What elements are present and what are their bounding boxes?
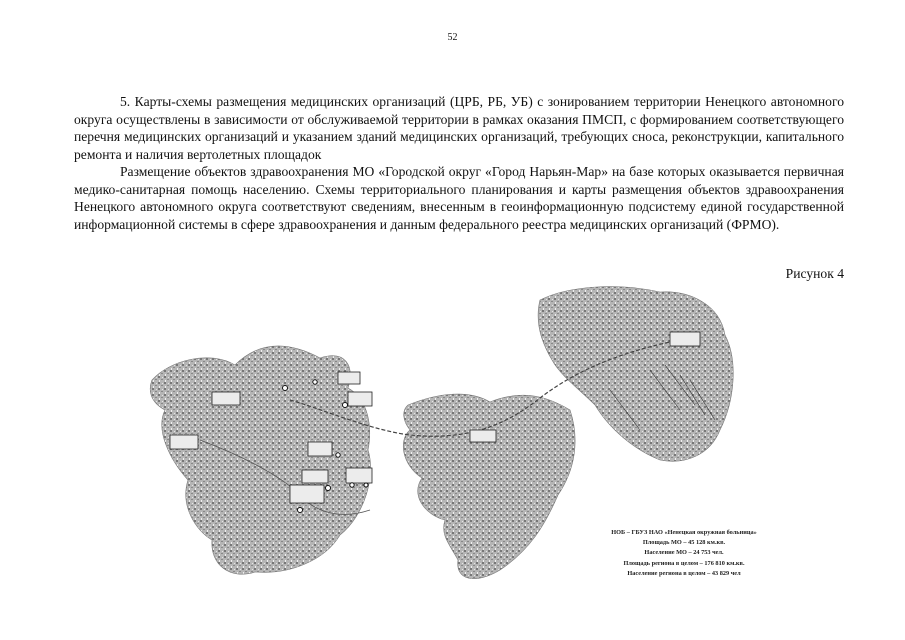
settlement-dot xyxy=(313,380,317,384)
paragraph-map-schemes xyxy=(74,93,844,163)
facility-box xyxy=(302,470,328,483)
facility-box xyxy=(470,430,496,442)
settlement-dot xyxy=(326,486,331,491)
map-legend xyxy=(584,528,784,579)
legend-line: Население МО – 24 753 чел. xyxy=(644,549,724,557)
settlement-dot xyxy=(298,508,303,513)
legend-line: Площадь МО – 45 128 км.кв. xyxy=(642,539,726,547)
figure-caption: Рисунок 4 xyxy=(785,266,844,281)
legend-line: Площадь региона в целом – 176 810 км.кв. xyxy=(623,559,745,567)
map-region-central xyxy=(403,394,575,579)
facility-box xyxy=(212,392,240,405)
facility-box xyxy=(308,442,332,456)
page-number: 52 xyxy=(447,32,458,43)
settlement-dot xyxy=(336,453,340,457)
map-region-west xyxy=(150,346,370,574)
paragraph-1-text: 5. Карты-схемы размещения медицинских организаций (ЦРБ, РБ, УБ) с зонированием территории Ненецкого автономного округа осуществлены в зависимости от обслуживаемой территории в рамках оказания ПМСП, с формированием соответствующего перечня медицинских организаций и указанием зданий медицинских организаций, требующих сноса, реконструкции, капитального ремонта и наличия вертолетных площадок xyxy=(74,94,844,162)
facility-box xyxy=(170,435,198,449)
legend-line: Население региона в целом – 43 829 чел xyxy=(627,569,741,577)
facility-box xyxy=(338,372,360,384)
settlement-dot xyxy=(283,386,288,391)
facility-box xyxy=(346,468,372,483)
facility-box xyxy=(670,332,700,346)
legend-line: НОБ – ГБУЗ НАО «Ненецкая окружная больница» xyxy=(611,529,757,536)
settlement-dot xyxy=(364,483,368,487)
settlement-dot xyxy=(343,403,348,408)
settlement-dot xyxy=(350,483,354,487)
paragraph-healthcare-placement xyxy=(74,163,844,233)
paragraph-2-text: Размещение объектов здравоохранения МО «Городской округ «Город Нарьян-Мар» на базе которых оказывается первичная медико-санитарная помощь населению. Схемы территориального планирования и карты размещения объектов здравоохранения Ненецкого автономного округа соответствуют сведениям, внесенным в геоинформационную подсистему единой государственной информационной системы в сфере здравоохранения и данным федерального реестра медицинских организаций (ФРМО). xyxy=(74,164,844,232)
facility-box xyxy=(290,485,324,503)
facility-box xyxy=(348,392,372,406)
